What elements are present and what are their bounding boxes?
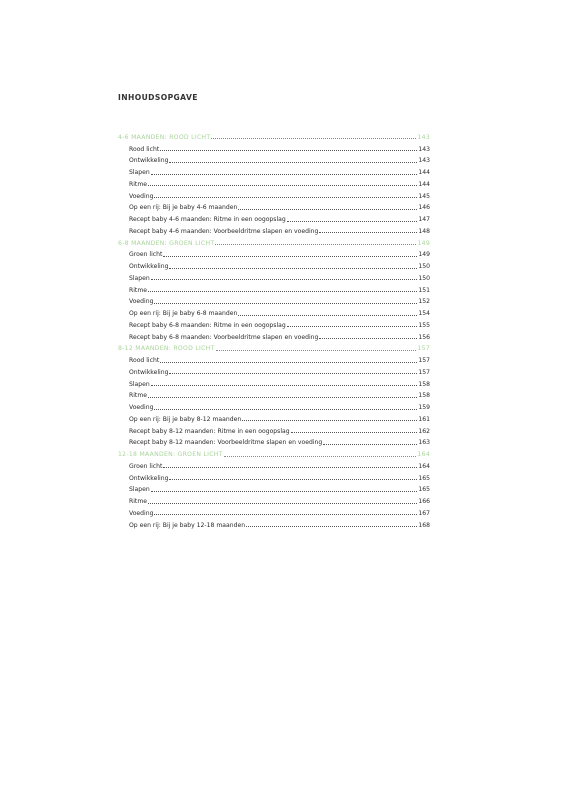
toc-dot-leader bbox=[151, 384, 418, 386]
toc-entry-label: Slapen bbox=[129, 380, 150, 388]
toc-entry bbox=[118, 176, 430, 188]
toc-entry-label: Recept baby 6-8 maanden: Voorbeeldritme slapen en voeding bbox=[129, 333, 319, 341]
toc-entry bbox=[118, 352, 430, 364]
toc-entry-label: Voeding bbox=[129, 192, 154, 200]
toc-page-number: 163 bbox=[418, 439, 430, 447]
toc-entry-label: Voeding bbox=[129, 298, 154, 306]
toc-entry bbox=[118, 305, 430, 317]
toc-entry-label: Ritme bbox=[129, 180, 148, 188]
toc-page-number: 168 bbox=[418, 521, 430, 529]
toc-entry-label: Voeding bbox=[129, 509, 154, 517]
toc-entry bbox=[118, 164, 430, 176]
toc-page-number: 147 bbox=[418, 216, 430, 223]
toc-entry bbox=[118, 270, 430, 282]
toc-dot-leader bbox=[215, 243, 416, 245]
toc-dot-leader bbox=[238, 208, 417, 210]
toc-section-label: 4-6 MAANDEN: ROOD LICHT bbox=[118, 133, 211, 141]
toc-entry bbox=[118, 482, 430, 494]
toc-entry bbox=[118, 247, 430, 259]
toc-dot-leader bbox=[160, 361, 417, 363]
toc-page-number: 164 bbox=[417, 451, 430, 458]
toc-dot-leader bbox=[148, 290, 417, 292]
toc-dot-leader bbox=[216, 349, 417, 351]
toc-entry bbox=[118, 317, 430, 329]
toc-dot-leader bbox=[154, 513, 417, 515]
toc-dot-leader bbox=[151, 490, 418, 492]
toc-dot-leader bbox=[151, 278, 418, 280]
toc-section-heading bbox=[118, 341, 430, 353]
toc-entry bbox=[118, 211, 430, 223]
toc-dot-leader bbox=[319, 337, 417, 339]
toc-entry bbox=[118, 435, 430, 447]
toc-page-number: 144 bbox=[418, 180, 430, 188]
toc-page-number: 162 bbox=[418, 427, 430, 435]
toc-page-number: 167 bbox=[418, 509, 430, 517]
toc-entry-label: Groen licht bbox=[129, 251, 163, 259]
toc-page-number: 149 bbox=[417, 239, 430, 247]
toc-page-number: 158 bbox=[418, 392, 430, 400]
toc-entry bbox=[118, 188, 430, 200]
toc-entry bbox=[118, 493, 430, 505]
toc-dot-leader bbox=[154, 196, 417, 198]
toc-dot-leader bbox=[291, 431, 418, 433]
toc-entry-label: Voeding bbox=[129, 404, 154, 411]
toc-entry-label: Ontwikkeling bbox=[129, 368, 169, 376]
toc-page-number: 145 bbox=[418, 192, 430, 200]
toc-page-number: 143 bbox=[418, 157, 430, 165]
toc-page-number: 165 bbox=[418, 486, 430, 494]
toc-dot-leader bbox=[160, 149, 417, 151]
toc-page-number: 150 bbox=[418, 274, 430, 282]
toc-entry-label: Ritme bbox=[129, 286, 148, 294]
toc-entry bbox=[118, 153, 430, 165]
toc-dot-leader bbox=[238, 314, 417, 316]
toc-section-label: 8-12 MAANDEN: ROOD LICHT bbox=[118, 345, 215, 353]
toc-entry-label: Op een rij: Bij je baby 6-8 maanden bbox=[129, 310, 238, 317]
toc-page-number: 143 bbox=[417, 133, 430, 141]
toc-entry bbox=[118, 505, 430, 517]
toc-entry-label: Ritme bbox=[129, 392, 148, 400]
toc-dot-leader bbox=[224, 455, 417, 457]
toc-entry bbox=[118, 294, 430, 306]
toc-dot-leader bbox=[163, 466, 417, 468]
toc-dot-leader bbox=[169, 478, 417, 480]
toc-entry-label: Recept baby 4-6 maanden: Voorbeeldritme slapen en voeding bbox=[129, 227, 319, 235]
toc-page-number: 152 bbox=[418, 298, 430, 306]
toc-entry-label: Recept baby 8-12 maanden: Voorbeeldritme slapen en voeding bbox=[129, 439, 323, 447]
toc-entry-label: Recept baby 6-8 maanden: Ritme in een oogopslag bbox=[129, 321, 286, 329]
toc-entry bbox=[118, 282, 430, 294]
toc-dot-leader bbox=[319, 231, 417, 233]
toc-entry-label: Slapen bbox=[129, 486, 150, 494]
toc-entry-label: Op een rij: Bij je baby 12-18 maanden bbox=[129, 521, 246, 529]
toc-page-number: 164 bbox=[418, 462, 430, 470]
toc-entry bbox=[118, 411, 430, 423]
toc-entry-label: Rood licht bbox=[129, 145, 160, 153]
toc-page-number: 144 bbox=[418, 169, 430, 176]
toc-dot-leader bbox=[169, 267, 417, 269]
toc-entry bbox=[118, 517, 430, 529]
toc-entry-label: Op een rij: Bij je baby 4-6 maanden bbox=[129, 204, 238, 212]
toc-dot-leader bbox=[154, 302, 417, 304]
toc-page-number: 156 bbox=[418, 333, 430, 341]
toc-entry bbox=[118, 470, 430, 482]
toc-page-number: 166 bbox=[418, 498, 430, 505]
toc-entry-label: Ritme bbox=[129, 498, 148, 505]
toc-section-heading bbox=[118, 129, 430, 141]
toc-entry-label: Op een rij: Bij je baby 8-12 maanden bbox=[129, 415, 242, 423]
toc-entry-label: Recept baby 8-12 maanden: Ritme in een oogopslag bbox=[129, 427, 290, 435]
toc-entry bbox=[118, 364, 430, 376]
toc-page-number: 157 bbox=[418, 357, 430, 364]
toc-entry bbox=[118, 329, 430, 341]
toc-entry-label: Recept baby 4-6 maanden: Ritme in een oogopslag bbox=[129, 216, 286, 223]
toc-dot-leader bbox=[169, 372, 417, 374]
toc-dot-leader bbox=[154, 408, 417, 410]
page-title: INHOUDSOPGAVE bbox=[118, 93, 198, 102]
table-of-contents bbox=[118, 129, 430, 529]
toc-page-number: 155 bbox=[418, 321, 430, 329]
toc-entry bbox=[118, 423, 430, 435]
toc-dot-leader bbox=[151, 173, 418, 175]
toc-dot-leader bbox=[287, 325, 418, 327]
toc-page-number: 158 bbox=[418, 380, 430, 388]
toc-page-number: 148 bbox=[418, 227, 430, 235]
toc-dot-leader bbox=[148, 184, 417, 186]
toc-page-number: 157 bbox=[417, 345, 430, 353]
toc-section-label: 6-8 MAANDEN: GROEN LICHT bbox=[118, 239, 215, 247]
toc-entry-label: Ontwikkeling bbox=[129, 474, 169, 482]
toc-entry bbox=[118, 200, 430, 212]
toc-dot-leader bbox=[163, 255, 417, 257]
toc-entry-label: Ontwikkeling bbox=[129, 263, 169, 270]
toc-entry-label: Slapen bbox=[129, 274, 150, 282]
toc-dot-leader bbox=[169, 161, 417, 163]
toc-entry-label: Groen licht bbox=[129, 462, 163, 470]
toc-entry-label: Ontwikkeling bbox=[129, 157, 169, 165]
toc-dot-leader bbox=[323, 443, 417, 445]
toc-page-number: 165 bbox=[418, 474, 430, 482]
toc-page-number: 157 bbox=[418, 368, 430, 376]
toc-dot-leader bbox=[242, 419, 417, 421]
toc-entry bbox=[118, 223, 430, 235]
toc-entry bbox=[118, 458, 430, 470]
toc-dot-leader bbox=[246, 525, 417, 527]
toc-entry bbox=[118, 258, 430, 270]
toc-page-number: 159 bbox=[418, 404, 430, 411]
toc-page-number: 151 bbox=[418, 286, 430, 294]
toc-dot-leader bbox=[211, 137, 416, 139]
toc-entry-label: Slapen bbox=[129, 169, 150, 176]
toc-section-heading bbox=[118, 446, 430, 458]
toc-dot-leader bbox=[148, 502, 417, 504]
toc-section-label: 12-18 MAANDEN: GROEN LICHT bbox=[118, 451, 223, 458]
toc-page-number: 150 bbox=[418, 263, 430, 270]
toc-dot-leader bbox=[148, 396, 417, 398]
toc-page-number: 143 bbox=[418, 145, 430, 153]
toc-page-number: 154 bbox=[418, 310, 430, 317]
toc-page-number: 161 bbox=[418, 415, 430, 423]
toc-section-heading bbox=[118, 235, 430, 247]
toc-entry bbox=[118, 399, 430, 411]
toc-entry bbox=[118, 388, 430, 400]
toc-entry bbox=[118, 376, 430, 388]
toc-entry bbox=[118, 141, 430, 153]
toc-page-number: 149 bbox=[418, 251, 430, 259]
toc-page-number: 146 bbox=[418, 204, 430, 212]
toc-entry-label: Rood licht bbox=[129, 357, 160, 364]
toc-dot-leader bbox=[287, 220, 418, 222]
